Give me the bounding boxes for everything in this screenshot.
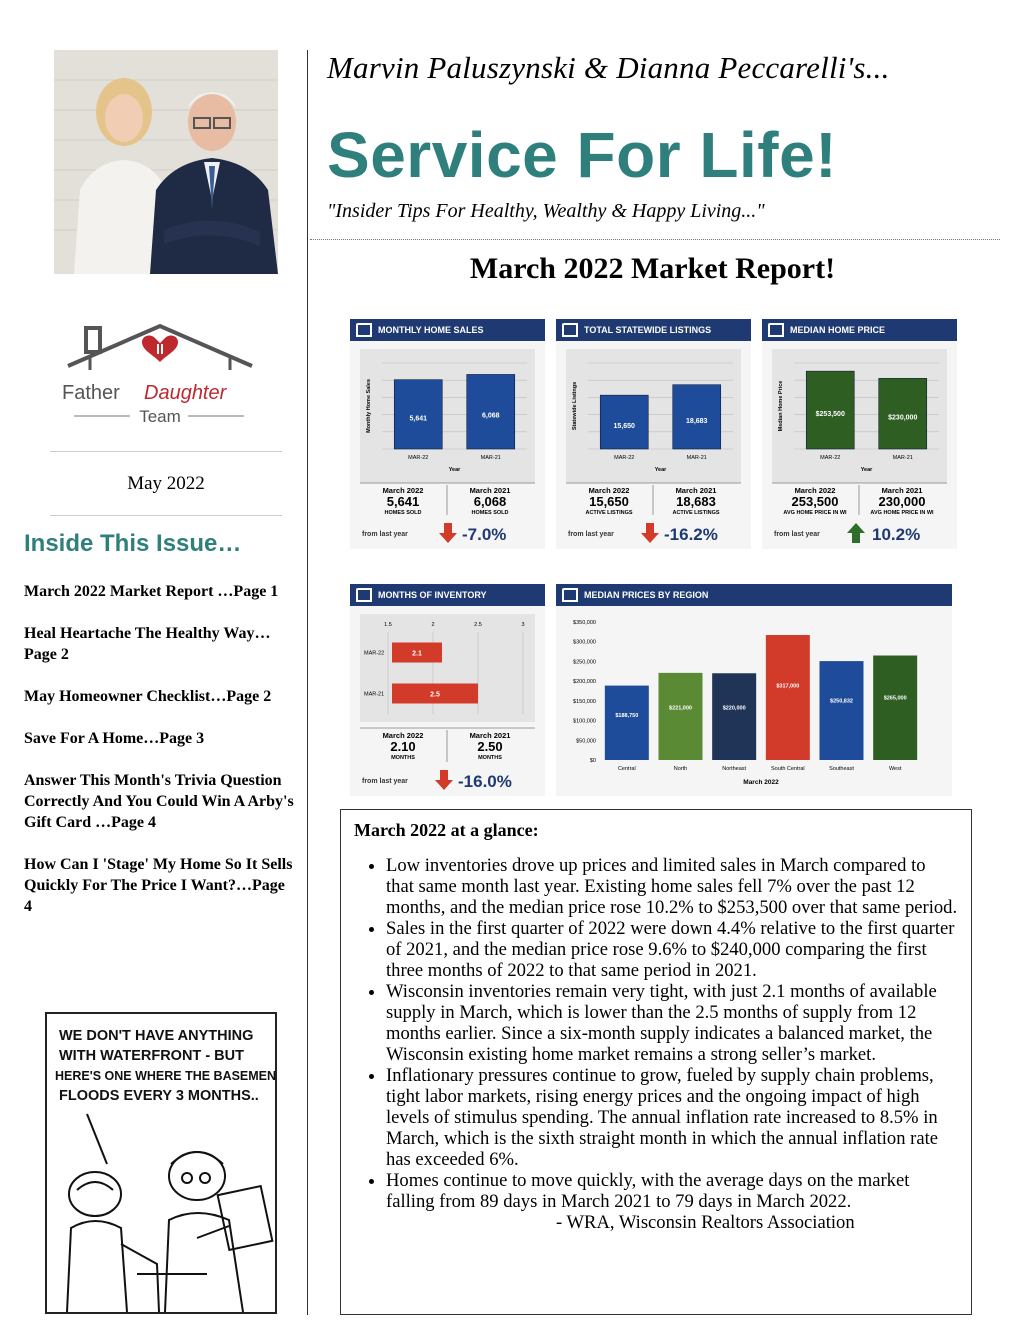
bar-value-label: $220,000 <box>722 705 746 712</box>
from-last-year-label: from last year <box>568 531 614 538</box>
bar-value-label: 2.5 <box>430 691 440 699</box>
stat-unit: MONTHS <box>478 755 502 761</box>
statewide-listings-chart <box>566 349 741 483</box>
y-tick-label: $300,000 <box>573 639 596 646</box>
glance-title: March 2022 at a glance: <box>354 820 539 840</box>
cartoon-caption-line: WITH WATERFRONT - BUT <box>59 1048 244 1064</box>
bar <box>605 686 649 760</box>
column-divider <box>307 50 308 1315</box>
stats-row <box>566 479 741 547</box>
sidebar-divider <box>50 451 282 452</box>
main-content <box>310 0 1010 1344</box>
cartoon <box>45 1012 277 1314</box>
x-tick-label: West <box>888 766 902 772</box>
monthly-home-sales-panel <box>350 319 545 549</box>
months-of-inventory-chart <box>360 614 535 722</box>
from-last-year-label: from last year <box>362 778 408 785</box>
stat-value: 230,000 <box>878 494 926 509</box>
cartoon-caption-line: WE DON'T HAVE ANYTHING <box>59 1028 254 1044</box>
glance-list <box>354 855 958 1233</box>
stat-label: March 2022 <box>382 731 424 740</box>
house-icon <box>562 323 578 337</box>
glance-bullet: • Sales in the first quarter of 2022 were down 4.4% relative to the first quarter of 2021, and the median price rose 9.6% to $240,000 comparing the first three months of 2022 to that same period in 2021. <box>386 918 958 981</box>
bar-value-label: 15,650 <box>613 423 635 431</box>
y-axis-label: Median Home Price <box>778 380 784 432</box>
y-axis-label: Monthly Home Sales <box>366 379 372 433</box>
newsletter-title: Service For Life! <box>327 119 837 191</box>
down-arrow-icon <box>435 770 453 790</box>
team-photo-illustration <box>54 50 278 274</box>
panel-title: MEDIAN HOME PRICE <box>790 325 886 335</box>
bar <box>879 378 927 449</box>
x-tick-label: MAR-21 <box>892 455 913 461</box>
toc-item: March 2022 Market Report …Page 1 <box>24 583 279 600</box>
house-icon <box>768 323 784 337</box>
panel-title: MONTHLY HOME SALES <box>378 325 484 335</box>
x-tick-label: 2.5 <box>474 622 482 628</box>
from-last-year-label: from last year <box>362 531 408 538</box>
bar <box>806 371 854 449</box>
stat-label: March 2022 <box>382 486 424 495</box>
stat-value: 18,683 <box>676 494 716 509</box>
down-arrow-icon <box>439 523 457 543</box>
bar-value-label: 5,641 <box>409 415 428 423</box>
bar-value-label: $253,500 <box>815 411 845 419</box>
glance-bullet: • Wisconsin inventories remain very tight, with just 2.1 months of available supply in March, which is lower than the 2.5 months of supply from 12 months earlier. Since a six-month supply indicates a balanced market, the Wisconsin existing home market remains a strong seller’s market. <box>386 981 958 1065</box>
change-value: -7.0% <box>462 525 507 544</box>
y-tick-label: $150,000 <box>573 698 596 705</box>
x-tick-label: 1.5 <box>384 622 392 628</box>
panel-header <box>762 319 957 341</box>
x-axis-label: March 2022 <box>743 779 779 786</box>
cartoon-caption-line: FLOODS EVERY 3 MONTHS.. <box>59 1088 259 1104</box>
bar <box>712 673 756 760</box>
y-axis-label: Statewide Listings <box>572 381 578 431</box>
stat-unit: AVG HOME PRICE IN WI <box>870 510 934 516</box>
toc-item: How Can I 'Stage' My Home So It Sells Quickly For The Price I Want?…Page 4 <box>24 856 293 915</box>
stat-label: March 2021 <box>469 486 511 495</box>
down-arrow-icon <box>641 523 659 543</box>
panel-header <box>556 319 751 341</box>
panel-header <box>556 584 952 606</box>
x-axis-label: Year <box>860 467 873 473</box>
change-value: -16.0% <box>458 772 512 791</box>
y-tick-label: $350,000 <box>573 620 596 626</box>
bar <box>600 395 648 449</box>
x-axis-label: Year <box>448 467 461 473</box>
panel-title: TOTAL STATEWIDE LISTINGS <box>584 325 712 335</box>
bar <box>467 374 515 449</box>
stat-unit: AVG HOME PRICE IN WI <box>783 510 847 516</box>
bar-value-label: $230,000 <box>888 414 918 422</box>
inside-this-issue-heading: Inside This Issue… <box>24 530 242 557</box>
x-tick-label: North <box>673 766 688 772</box>
stat-value: 2.50 <box>477 739 503 754</box>
toc-item: May Homeowner Checklist…Page 2 <box>24 688 272 705</box>
glance-bullet <box>386 1170 958 1233</box>
stat-unit: MONTHS <box>391 755 415 761</box>
stat-label: March 2022 <box>794 486 836 495</box>
father-daughter-team-logo <box>60 322 260 434</box>
x-tick-label: MAR-21 <box>686 455 707 461</box>
byline: Marvin Paluszynski & Dianna Peccarelli's... <box>327 50 890 85</box>
issue-date: May 2022 <box>127 473 205 494</box>
total-statewide-listings-panel <box>556 319 751 549</box>
up-arrow-icon <box>847 523 865 543</box>
bar <box>820 661 864 760</box>
panel-header <box>350 319 545 341</box>
tagline: "Insider Tips For Healthy, Wealthy & Happy Living..." <box>327 200 765 222</box>
house-icon <box>562 588 578 602</box>
glance-bullet-text: Homes continue to move quickly, with the average days on the market falling from 89 days in March 2021 to 79 days in March 2022. <box>386 1170 910 1212</box>
sidebar-divider <box>50 515 282 516</box>
bar <box>673 385 721 449</box>
toc-item: Heal Heartache The Healthy Way…Page 2 <box>24 625 271 663</box>
logo-father-text: Father <box>62 382 120 404</box>
bar <box>873 656 917 760</box>
stats-row <box>360 724 535 794</box>
bar-value-label: 18,683 <box>686 417 708 425</box>
sidebar <box>0 0 305 1344</box>
bar <box>659 673 703 760</box>
stat-unit: HOMES SOLD <box>384 510 422 516</box>
median-prices-by-region-panel <box>556 584 952 796</box>
y-tick-label: $100,000 <box>573 718 596 725</box>
x-tick-label: Northeast <box>722 766 747 772</box>
panel-header <box>350 584 545 606</box>
stat-value: 2.10 <box>390 739 416 754</box>
toc-item: Answer This Month's Trivia Question Correctly And You Could Win A Arby's Gift Card …Page 4 <box>24 772 294 831</box>
median-prices-by-region-chart <box>560 610 948 794</box>
bar-value-label: $221,000 <box>669 705 692 712</box>
y-tick-label: MAR-21 <box>364 691 385 698</box>
panel-title: MEDIAN PRICES BY REGION <box>584 590 709 600</box>
logo-team-text: Team <box>139 407 181 426</box>
median-home-price-panel <box>762 319 957 549</box>
glance-bullet: • Low inventories drove up prices and limited sales in March compared to that same month last year. Existing home sales fell 7% over the past 12 months, and the median price rose 10.2% to $253,500 over that same period. <box>386 855 958 918</box>
x-tick-label: Southeast <box>829 766 854 772</box>
glance-source: - WRA, Wisconsin Realtors Association <box>556 1212 855 1233</box>
bar-value-label: 6,068 <box>481 412 500 420</box>
stat-unit: HOMES SOLD <box>471 510 509 516</box>
bar <box>394 380 442 449</box>
table-of-contents <box>24 581 294 938</box>
header-divider <box>310 239 1000 240</box>
bar-value-label: 2.1 <box>412 650 422 658</box>
house-icon <box>356 323 372 337</box>
cartoon-drawing <box>67 1114 272 1312</box>
bar-value-label: $265,000 <box>883 695 907 702</box>
plot-background <box>360 614 535 722</box>
y-tick-label: $50,000 <box>576 738 596 745</box>
bar-value-label: $188,750 <box>615 712 639 719</box>
y-tick-label: MAR-22 <box>364 650 385 657</box>
stat-value: 6,068 <box>473 494 507 509</box>
bar <box>766 635 810 760</box>
house-icon <box>356 588 372 602</box>
x-tick-label: MAR-21 <box>480 455 501 461</box>
y-tick-label: $250,000 <box>573 659 596 666</box>
stat-unit: ACTIVE LISTINGS <box>585 510 633 516</box>
stat-unit: ACTIVE LISTINGS <box>672 510 720 516</box>
x-tick-label: 2 <box>431 622 435 628</box>
stat-value: 5,641 <box>386 494 420 509</box>
monthly-home-sales-chart <box>360 349 535 483</box>
market-glance-box <box>340 809 972 1315</box>
x-tick-label: MAR-22 <box>820 455 841 461</box>
change-value: 10.2% <box>872 525 921 544</box>
x-tick-label: Central <box>617 766 636 772</box>
stats-row <box>772 479 947 547</box>
panel-title: MONTHS OF INVENTORY <box>378 590 487 600</box>
median-home-price-chart <box>772 349 947 483</box>
cartoon-caption-line: HERE'S ONE WHERE THE BASEMENT <box>55 1069 275 1083</box>
change-value: -16.2% <box>664 525 718 544</box>
stat-label: March 2022 <box>588 486 630 495</box>
y-tick-label: $200,000 <box>573 679 596 686</box>
team-photo <box>54 50 278 274</box>
report-title: March 2022 Market Report! <box>469 252 836 285</box>
stat-value: 15,650 <box>589 494 629 509</box>
x-axis-label: Year <box>654 467 667 473</box>
bar-value-label: $317,000 <box>776 683 800 690</box>
toc-item: Save For A Home…Page 3 <box>24 730 205 747</box>
from-last-year-label: from last year <box>774 531 820 538</box>
stats-row <box>360 479 535 547</box>
stat-label: March 2021 <box>675 486 717 495</box>
x-tick-label: MAR-22 <box>614 455 635 461</box>
heart-icon <box>142 335 178 362</box>
logo-daughter-text: Daughter <box>144 382 227 404</box>
x-tick-label: South Central <box>771 766 805 772</box>
stat-label: March 2021 <box>881 486 923 495</box>
x-tick-label: MAR-22 <box>408 455 429 461</box>
y-tick-label: $0 <box>589 758 596 764</box>
stat-label: March 2021 <box>469 731 511 740</box>
months-of-inventory-panel <box>350 584 545 796</box>
x-tick-label: 3 <box>521 622 525 628</box>
bar-value-label: $250,832 <box>830 698 853 705</box>
glance-bullet: • Inflationary pressures continue to grow, fueled by supply chain problems, tight labor markets, rising energy prices and the ongoing impact of high levels of stimulus spending. The annual inflation rate increased to 8.5% in March, which is the sixth straight month in which the annual inflation rate has exceeded 6%. <box>386 1065 958 1170</box>
stat-value: 253,500 <box>791 494 839 509</box>
